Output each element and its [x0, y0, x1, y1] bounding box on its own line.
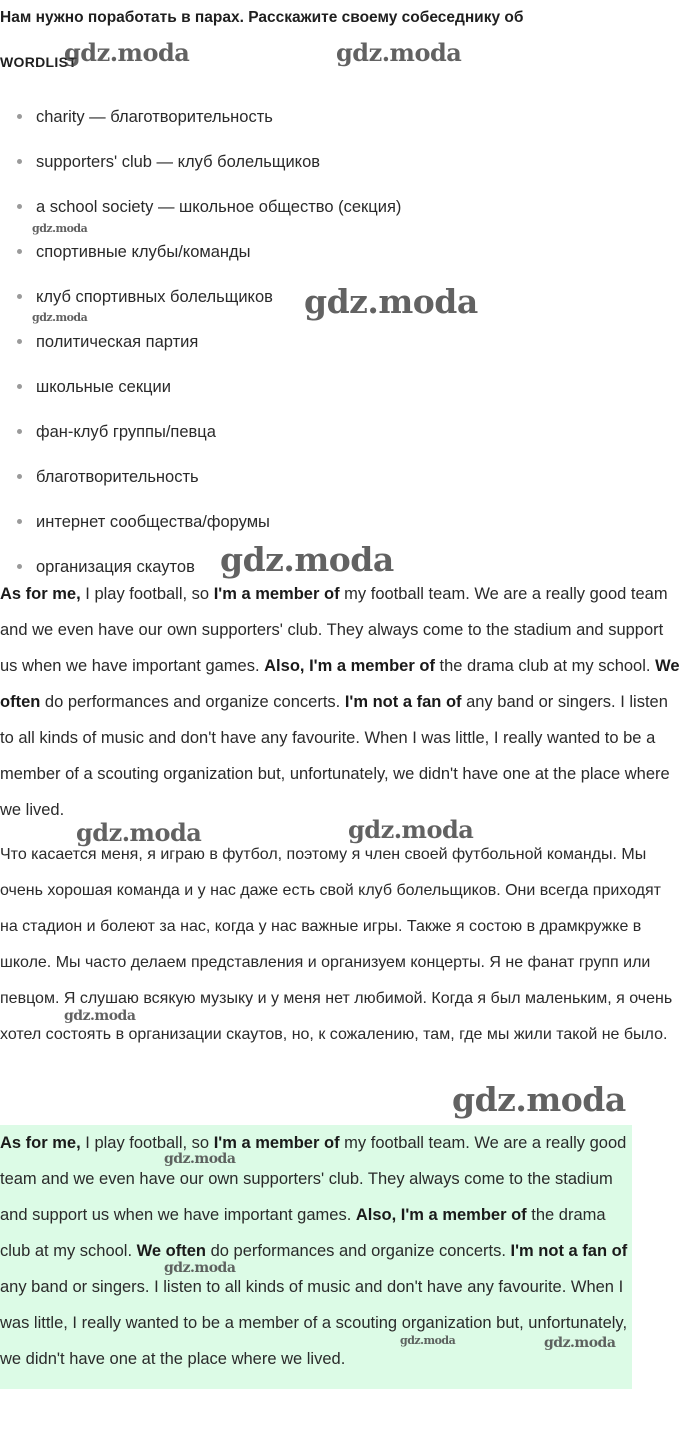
bullet-icon: [17, 294, 22, 299]
bullet-icon: [17, 204, 22, 209]
wordlist-item: [0, 452, 680, 497]
watermark: gdz.moda: [32, 222, 88, 235]
answer-text: the drama club at my school.: [434, 657, 656, 675]
answer-text: I play football, so: [80, 585, 214, 603]
answer-text: do performances and organize concerts.: [40, 693, 345, 711]
english-answer: [0, 576, 680, 828]
watermark: gdz.moda: [400, 1334, 456, 1347]
task-heading: [0, 6, 680, 74]
wordlist-item-text: интернет сообщества/форумы: [36, 513, 270, 531]
bullet-icon: [17, 114, 22, 119]
answer-text: my football team. We are a really good team and we even have our own supporters' club. They always come to the stadium and support us when we have important games.: [0, 1134, 627, 1224]
bullet-icon: [17, 429, 22, 434]
watermark: gdz.moda: [64, 1008, 136, 1024]
watermark: gdz.moda: [348, 815, 474, 844]
russian-translation: Что касается меня, я играю в футбол, поэтому я член своей футбольной команды. Мы очень хорошая команда и у нас даже есть свой клуб болельщиков. Они всегда приходят на стадион и болеют за нас, когда у нас важные игры. Также я состою в драмкружке в школе. Мы часто делаем представления и организуем концерты. Я не фанат групп или певцом. Я слушаю всякую музыку и у меня нет любимой. Когда я был маленьким, я очень хотел состоять в организации скаутов, но, к сожалению, там, где мы жили такой не было.: [0, 846, 673, 1043]
wordlist-item: [0, 317, 680, 362]
answer-text: I play football, so: [80, 1134, 214, 1152]
answer-text: do performances and organize concerts.: [206, 1242, 511, 1260]
wordlist-item-text: политическая партия: [36, 333, 199, 351]
wordlist-item-text: школьные секции: [36, 378, 171, 396]
key-phrase: I'm not a fan of: [510, 1242, 628, 1260]
wordlist: [0, 92, 680, 587]
bullet-icon: [17, 564, 22, 569]
wordlist-item-text: charity — благотворительность: [36, 108, 273, 126]
bullet-icon: [17, 339, 22, 344]
key-phrase: Also, I'm a member of: [355, 1206, 527, 1224]
bullet-icon: [17, 384, 22, 389]
watermark: gdz.moda: [304, 282, 478, 321]
wordlist-item-text: supporters' club — клуб болельщиков: [36, 153, 321, 171]
key-phrase: I'm a member of: [213, 1134, 340, 1152]
wordlist-item-text: клуб спортивных болельщиков: [36, 288, 273, 306]
answer-text: the drama club at my school.: [0, 1206, 606, 1260]
key-phrase: As for me,: [0, 585, 81, 603]
wordlist-item-text: организация скаутов: [36, 558, 195, 576]
key-phrase: As for me,: [0, 1134, 81, 1152]
answer-text: any band or singers. I listen to all kinds of music and don't have any favourite. When I was little, I really wanted to be a member of a scouting organization but, unfortunately, we didn't have one at the place where we lived.: [0, 693, 670, 819]
key-phrase: We often: [136, 1242, 207, 1260]
bullet-icon: [17, 519, 22, 524]
wordlist-item: [0, 362, 680, 407]
watermark: gdz.moda: [544, 1335, 616, 1351]
wordlist-item: [0, 407, 680, 452]
watermark: gdz.moda: [64, 38, 190, 67]
wordlist-item-text: фан-клуб группы/певца: [36, 423, 216, 441]
watermark: gdz.moda: [32, 311, 88, 324]
wordlist-item: [0, 92, 680, 137]
wordlist-item: [0, 272, 680, 317]
bullet-icon: [17, 474, 22, 479]
wordlist-item: [0, 137, 680, 182]
watermark: gdz.moda: [336, 38, 462, 67]
answer-text: any band or singers. I listen to all kinds of music and don't have any favourite. When I was little, I really wanted to be a member of a scouting organization but, unfortunately, we didn't have one at the place where we lived.: [0, 1278, 628, 1368]
task-heading-text: Нам нужно поработать в парах. Расскажите своему собеседнику об: [0, 9, 524, 26]
bullet-icon: [17, 159, 22, 164]
watermark: gdz.moda: [76, 818, 202, 847]
wordlist-item-text: спортивные клубы/команды: [36, 243, 251, 261]
wordlist-item: [0, 182, 680, 227]
answer-text: my football team. We are a really good team and we even have our own supporters' club. They always come to the stadium and support us when we have important games.: [0, 585, 668, 675]
wordlist-item-text: благотворительность: [36, 468, 199, 486]
wordlist-item-text: a school society — школьное общество (секция): [36, 198, 402, 216]
watermark: gdz.moda: [452, 1080, 626, 1119]
wordlist-heading: WORDLIST: [0, 54, 78, 70]
watermark: gdz.moda: [164, 1151, 236, 1167]
key-phrase: I'm a member of: [213, 585, 340, 603]
key-phrase: I'm not a fan of: [344, 693, 462, 711]
key-phrase: Also, I'm a member of: [264, 657, 435, 675]
watermark: gdz.moda: [164, 1260, 236, 1276]
bullet-icon: [17, 249, 22, 254]
wordlist-item: [0, 227, 680, 272]
wordlist-item: [0, 497, 680, 542]
watermark: gdz.moda: [220, 540, 394, 579]
highlighted-answer: [0, 1125, 632, 1389]
key-phrase: We often: [0, 657, 680, 711]
